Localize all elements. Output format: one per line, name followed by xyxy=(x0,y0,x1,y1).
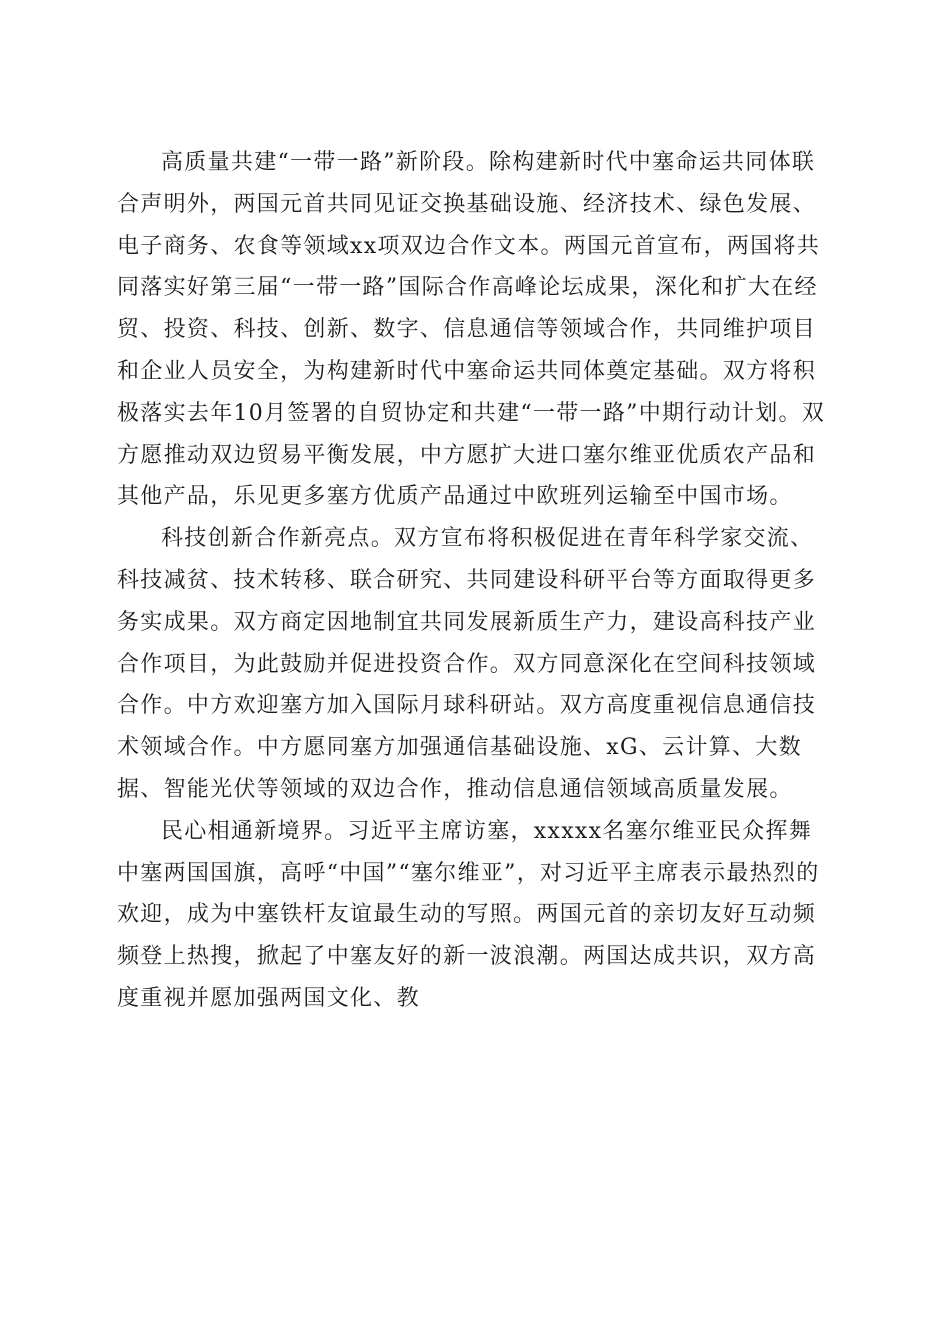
paragraph-tech-innovation: 科技创新合作新亮点。双方宣布将积极促进在青年科学家交流、科技减贫、技术转移、联合研究、共同建设科研平台等方面取得更多务实成果。双方商定因地制宜共同发展新质生产力，建设高科技产业合作项目，为此鼓励并促进投资合作。双方同意深化在空间科技领域合作。中方欢迎塞方加入国际月球科研站。双方高度重视信息通信技术领域合作。中方愿同塞方加强通信基础设施、xG、云计算、大数据、智能光伏等领域的双边合作，推动信息通信领域高质量发展。 xyxy=(117,526,817,802)
document-body xyxy=(117,142,835,1020)
paragraph-people-to-people: 民心相通新境界。习近平主席访塞，xxxxx名塞尔维亚民众挥舞中塞两国国旗，高呼“中国”“塞尔维亚”，对习近平主席表示最热烈的欢迎，成为中塞铁杆友谊最生动的写照。两国元首的亲切友好互动频频登上热搜，掀起了中塞友好的新一波浪潮。两国达成共识，双方高度重视并愿加强两国文化、教 xyxy=(117,818,820,1011)
paragraph-belt-and-road: 高质量共建“一带一路”新阶段。除构建新时代中塞命运共同体联合声明外，两国元首共同见证交换基础设施、经济技术、绿色发展、电子商务、农食等领域xx项双边合作文本。两国元首宣布，两国将共同落实好第三届“一带一路”国际合作高峰论坛成果，深化和扩大在经贸、投资、科技、创新、数字、信息通信等领域合作，共同维护项目和企业人员安全，为构建新时代中塞命运共同体奠定基础。双方将积极落实去年10月签署的自贸协定和共建“一带一路”中期行动计划。双方愿推动双边贸易平衡发展，中方愿扩大进口塞尔维亚优质农产品和其他产品，乐见更多塞方优质产品通过中欧班列运输至中国市场。 xyxy=(117,150,826,510)
